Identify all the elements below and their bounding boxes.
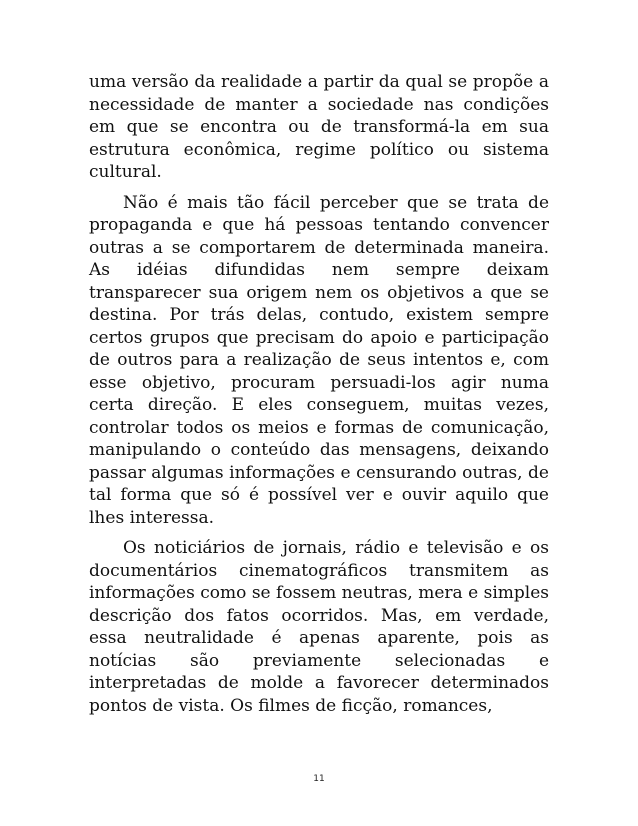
paragraph-1: uma versão da realidade a partir da qual se propõe a necessidade de manter a sociedade nas condições em que se encontra ou de transformá-la em sua estrutura econômica, regime político ou sistema cultural. [89,72,549,182]
body-text [89,71,549,717]
page-number: 11 [313,774,325,784]
paragraph-2: Não é mais tão fácil perceber que se trata de propaganda e que há pessoas tentando convencer outras a se comportarem de determinada maneira. As idéias difundidas nem sempre deixam transparecer sua origem nem os objetivos a que se destina. Por trás delas, contudo, existem sempre certos grupos que precisam do apoio e participação de outros para a realização de seus intentos e, com esse objetivo, procuram persuadi-los agir numa certa direção. E eles conseguem, muitas vezes, controlar todos os meios e formas de comunicação, manipulando o conteúdo das mensagens, deixando passar algumas informações e censurando outras, de tal forma que só é possível ver e ouvir aquilo que lhes interessa. [89,192,549,528]
paragraph-3: Os noticiários de jornais, rádio e televisão e os documentários cinematográficos transmitem as informações como se fossem neutras, mera e simples descrição dos fatos ocorridos. Mas, em verdade, essa neutralidade é apenas aparente, pois as notícias são previamente selecionadas e interpretadas de molde a favorecer determinados pontos de vista. Os filmes de ficção, romances, [89,538,549,716]
